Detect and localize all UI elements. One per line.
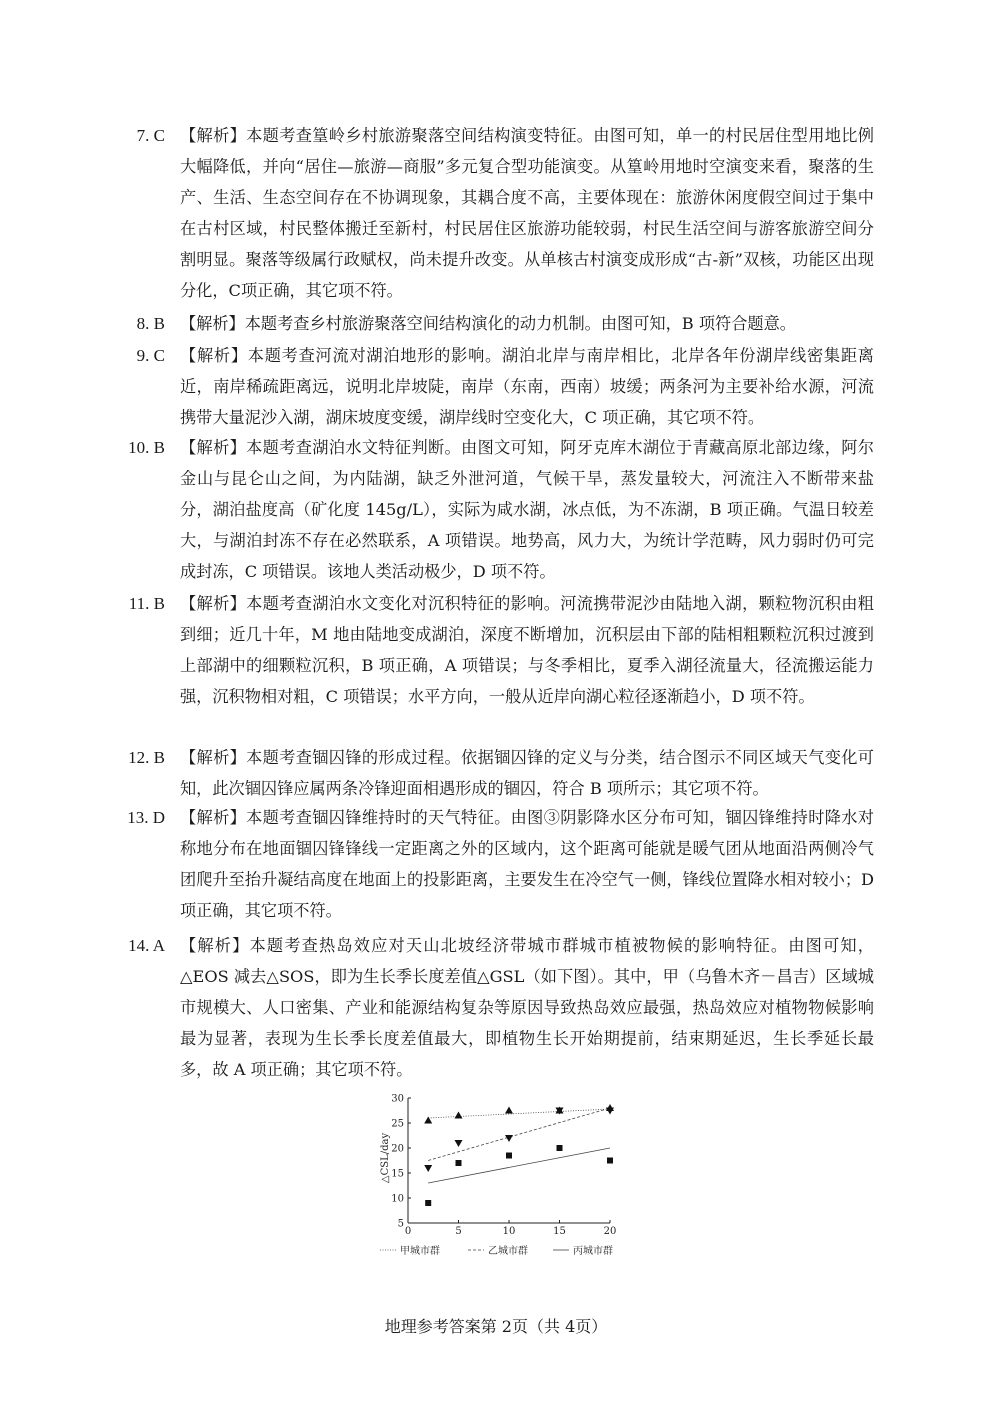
- legend-label: 甲城市群: [400, 1246, 440, 1257]
- data-point: [424, 1165, 432, 1172]
- y-tick-label: 10: [391, 1193, 404, 1205]
- answer-explanation: 【解析】本题考查篁岭乡村旅游聚落空间结构演变特征。由图可知，单一的村民居住型用地比例大幅降低，并向“居住—旅游—商服”多元复合型功能演变。从篁岭用地时空演变来看，聚落的生产、生活、生态空间存在不协调现象，其耦合度不高，主要体现在：旅游休闲度假空间过于集中在古村区域，村民整体搬迁至新村，村民居住区旅游功能较弱，村民生活空间与游客旅游空间分割明显。聚落等级属行政赋权，尚未提升改变。从单核古村演变成形成“古-新”双核，功能区出现分化，C项正确，其它项不符。: [180, 126, 874, 300]
- data-point: [607, 1158, 613, 1164]
- y-tick-label: 20: [391, 1143, 404, 1155]
- page-footer: 地理参考答案第 2页（共 4页）: [384, 1317, 608, 1336]
- answer-explanation: 【解析】本题考查锢囚锋的形成过程。依据锢囚锋的定义与分类，结合图示不同区域天气变化可知，此次锢囚锋应属两条冷锋迎面相遇形成的锢囚，符合 B 项所示；其它项不符。: [180, 748, 874, 798]
- x-tick-label: 20: [603, 1226, 617, 1237]
- answer-explanation: 【解析】本题考查湖泊水文变化对沉积特征的影响。河流携带泥沙由陆地入湖，颗粒物沉积由粗到细；近几十年，M 地由陆地变成湖泊，深度不断增加，沉积层由下部的陆相粗颗粒沉积过渡到上部湖中的细颗粒沉积，B 项正确，A 项错误；与冬季相比，夏季入湖径流量大，径流搬运能力强，沉积物相对粗，C 项错误；水平方向，一般从近岸向湖心粒径逐渐趋小，D 项不符。: [180, 594, 874, 706]
- trend-line: [428, 1108, 610, 1161]
- data-point: [505, 1135, 513, 1142]
- y-tick-label: 15: [391, 1168, 404, 1180]
- answer-number: 10. B: [128, 438, 165, 457]
- legend-label: 乙城市群: [488, 1246, 528, 1257]
- data-point: [456, 1160, 462, 1166]
- answer-explanation: 【解析】本题考查河流对湖泊地形的影响。湖泊北岸与南岸相比，北岸各年份湖岸线密集距离近，南岸稀疏距离远，说明北岸坡陡，南岸（东南，西南）坡缓；两条河为主要补给水源，河流携带大量泥沙入湖，湖床坡度变缓，湖岸线时空变化大，C 项正确，其它项不符。: [180, 346, 874, 427]
- answer-number: 12. B: [128, 748, 165, 767]
- x-tick-label: 15: [553, 1226, 566, 1237]
- legend-label: 丙城市群: [573, 1246, 613, 1257]
- data-point: [557, 1145, 563, 1151]
- answer-explanation: 【解析】本题考查湖泊水文特征判断。由图文可知，阿牙克库木湖位于青藏高原北部边缘，阿尔金山与昆仑山之间，为内陆湖，缺乏外泄河道，气候干旱，蒸发量较大，河流注入不断带来盐分，湖泊盐度高（矿化度 145g/L），实际为咸水湖，冰点低，为不冻湖，B 项正确。气温日较差大，与湖泊封冻不存在必然联系，A 项错误。地势高，风力大，为统计学范畴，风力弱时仍可完成封冻，C 项错误。该地人类活动极少，D 项不符。: [180, 438, 874, 581]
- trend-line: [428, 1148, 610, 1183]
- answer-explanation: 【解析】本题考查乡村旅游聚落空间结构演化的动力机制。由图可知，B 项符合题意。: [180, 314, 796, 333]
- data-point: [425, 1200, 431, 1206]
- y-axis-label: △CSL/day: [380, 1132, 391, 1184]
- answer-number: 8. B: [136, 314, 165, 333]
- data-point: [455, 1140, 463, 1147]
- answer-number: 11. B: [128, 594, 165, 613]
- y-tick-label: 30: [391, 1093, 404, 1105]
- trend-line: [428, 1109, 610, 1118]
- x-tick-label: 10: [502, 1226, 516, 1237]
- answer-number: 7. C: [136, 126, 165, 145]
- answer-number: 14. A: [128, 936, 165, 955]
- data-point: [506, 1153, 512, 1159]
- answer-explanation: 【解析】本题考查热岛效应对天山北坡经济带城市群城市植被物候的影响特征。由图可知，△EOS 减去△SOS，即为生长季长度差值△GSL（如下图）。其中，甲（乌鲁木齐－昌吉）区域城市规模大、人口密集、产业和能源结构复杂等原因导致热岛效应最强，热岛效应对植物物候影响最为显著，表现为生长季长度差值最大，即植物生长开始期提前，结束期延迟，生长季延长最多，故 A 项正确；其它项不符。: [180, 936, 874, 1079]
- x-tick-label: 0: [404, 1226, 412, 1237]
- y-tick-label: 25: [391, 1118, 404, 1130]
- x-tick-label: 5: [455, 1226, 462, 1237]
- data-point: [455, 1112, 463, 1119]
- data-point: [505, 1107, 513, 1114]
- answer-number: 9. C: [136, 346, 165, 365]
- answer-explanation: 【解析】本题考查锢囚锋维持时的天气特征。由图③阴影降水区分布可知，锢囚锋维持时降水对称地分布在地面锢囚锋锋线一定距离之外的区域内，这个距离可能就是暖气团从地面沿两侧冷气团爬升至抬升凝结高度在地面上的投影距离，主要发生在冷空气一侧，锋线位置降水相对较小；D 项正确，其它项不符。: [180, 808, 874, 920]
- y-tick-label: 5: [397, 1218, 404, 1230]
- answer-number: 13. D: [127, 808, 165, 827]
- gsl-scatter-chart: [360, 1090, 640, 1265]
